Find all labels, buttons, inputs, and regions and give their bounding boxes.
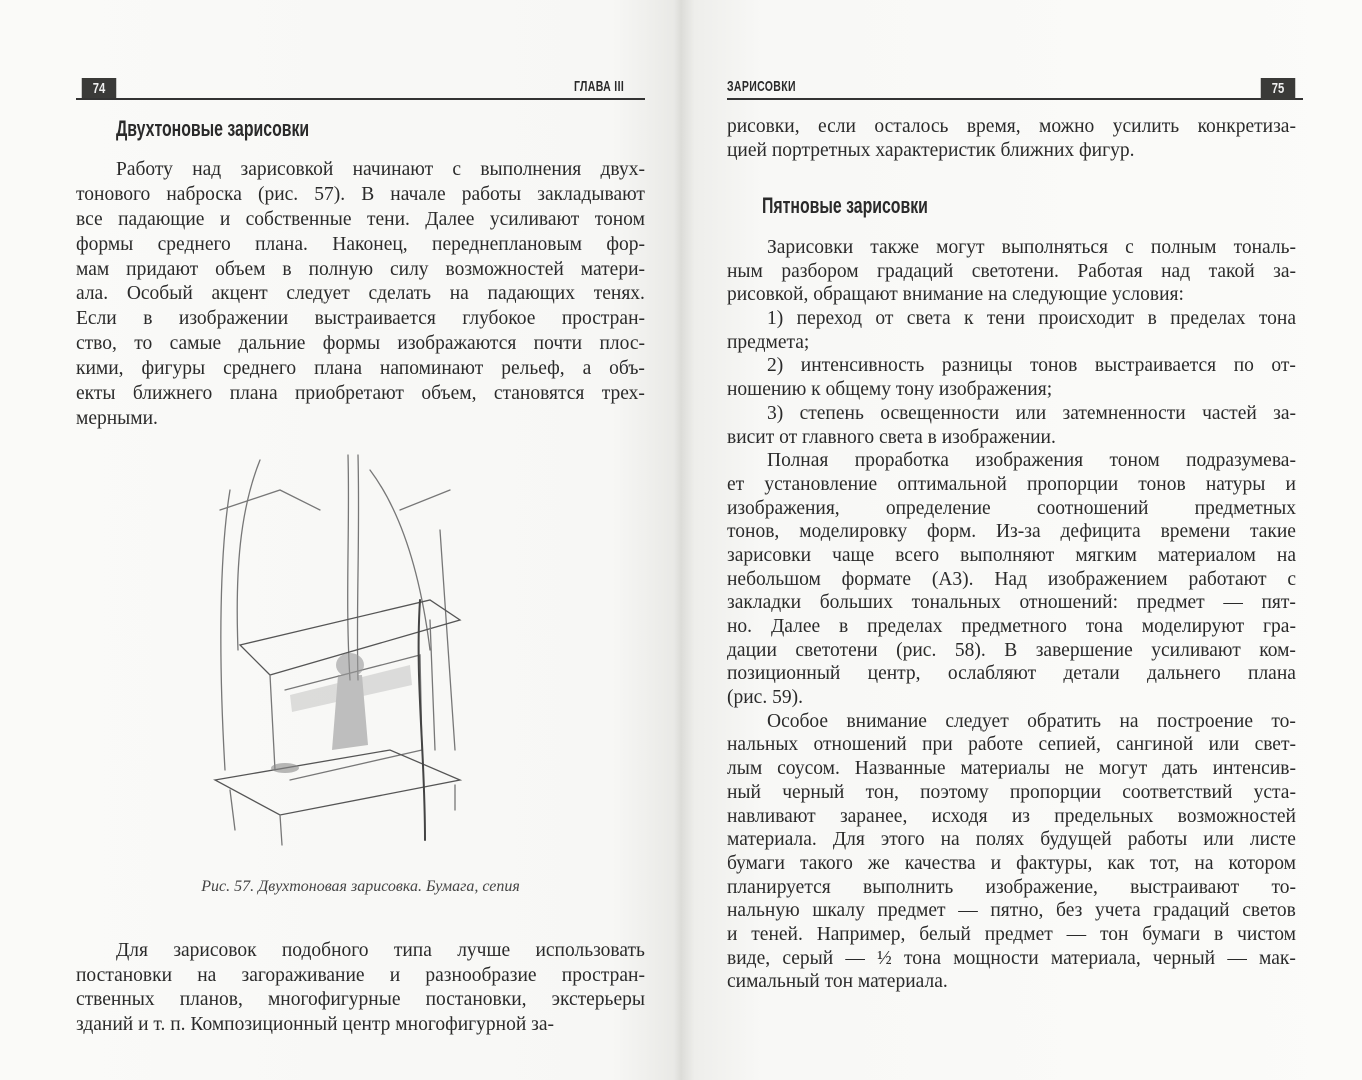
text-line: зарисовки чаще всего выполняют мягким материалом на	[727, 544, 1296, 566]
text-line: 3) степень освещенности или затемненности частей за-	[767, 402, 1296, 424]
text-line: но. Далее в пределах предметного тона моделируют гра-	[727, 616, 1296, 637]
text-line: рисовки, если осталось время, можно усилить конкретиза-	[727, 116, 1296, 137]
text-line: екты ближнего плана приобретают объем, становятся трех-	[76, 383, 645, 405]
text-line: материала. Для этого на полях будущей работы или листе	[727, 829, 1296, 851]
running-head-left: ГЛАВА III	[574, 78, 625, 95]
text-line: 1) переход от света к тени происходит в пределах тона	[767, 308, 1296, 330]
text-line: ала. Особый акцент следует сделать на падающих тенях.	[76, 283, 645, 305]
section-heading-spot: Пятновые зарисовки	[762, 193, 928, 218]
text-line: ство, то самые дальние формы изображаются почти плос-	[76, 333, 645, 355]
text-line: закладки больших тональных отношений: предмет — пят-	[727, 592, 1296, 614]
text-line: предмета;	[727, 331, 810, 353]
text-line: ным разбором градаций светотени. Работая над такой за-	[727, 260, 1296, 282]
header-rule-right	[727, 98, 1303, 100]
text-line: позиционный центр, ослабляют детали дальнего плана	[727, 663, 1296, 685]
section-heading-two-tone: Двухтоновые зарисовки	[116, 116, 310, 141]
text-line: небольшом формате (А3). Над изображением работают с	[727, 568, 1296, 590]
text-line: Полная проработка изображения тоном подразумева-	[767, 450, 1296, 472]
figure-caption: Рис. 57. Двухтоновая зарисовка. Бумага, сепия	[201, 878, 520, 895]
text-line: навливают заранее, исходя из предельных возможностей	[727, 805, 1296, 827]
text-line: Особое внимание следует обратить на построение то-	[767, 710, 1296, 732]
text-line: ношению к общему тону изображения;	[727, 379, 1053, 401]
text-line: ный черный тон, поэтому пропорции соответствий уста-	[727, 781, 1296, 803]
text-line: мерными.	[76, 407, 158, 429]
text-line: 2) интенсивность разницы тонов выстраивается по от-	[767, 355, 1296, 377]
text-line: кими, фигуры среднего плана напоминают рельеф, а объ-	[76, 358, 645, 380]
text-line: (рис. 59).	[727, 687, 803, 709]
text-line: тонов, моделировку форм. Из-за дефицита времени такие	[727, 521, 1296, 543]
text-line: дации светотени (рис. 58). В завершение усиливают ком-	[727, 639, 1296, 661]
text-line: симальный тон материала.	[727, 971, 948, 993]
text-line: Зарисовки также могут выполняться с полным тональ-	[767, 237, 1296, 258]
text-line: лым соусом. Названные материалы не могут дать интенсив-	[727, 758, 1296, 780]
figure-57-sketch	[200, 450, 480, 850]
text-line: рисовкой, обращают внимание на следующие условия:	[727, 284, 1184, 306]
text-line: тонового наброска (рис. 57). В начале работы закладывают	[76, 183, 645, 205]
text-line: Для зарисовок подобного типа лучше использовать	[116, 940, 645, 961]
text-line: и теней. Например, белый предмет — тон бумаги в чистом	[727, 923, 1296, 945]
text-line: виде, серый — ½ тона мощности материала, черный — мак-	[727, 947, 1296, 969]
text-line: ственных планов, многофигурные постановки, экстерьеры	[76, 989, 645, 1010]
header-rule-left	[76, 98, 645, 100]
text-line: мам придают объем в полную силу возможностей матери-	[76, 258, 645, 280]
text-line: постановки на загораживание и разнообразие простран-	[76, 964, 645, 986]
text-line: Работу над зарисовкой начинают с выполнения двух-	[116, 159, 645, 180]
text-line: висит от главного света в изображении.	[727, 426, 1056, 448]
text-line: все падающие и собственные тени. Далее усиливают тоном	[76, 208, 645, 230]
text-line: изображения, определение соотношений предметных	[727, 497, 1296, 519]
right-continuation-text	[727, 115, 1296, 162]
running-head-right: ЗАРИСОВКИ	[727, 78, 796, 95]
text-line: бумаги такого же качества и фактуры, как тот, на котором	[727, 852, 1296, 874]
text-line: нальную шкалу предмет — пятно, без учета градаций светов	[727, 900, 1296, 922]
text-line: нальных отношений при работе сепией, сангиной или свет-	[727, 734, 1296, 756]
page-number-right: 75	[1261, 78, 1296, 100]
page-number-left: 74	[82, 78, 117, 100]
text-line: формы среднего плана. Наконец, переднеплановым фор-	[76, 233, 645, 255]
text-line: зданий и т. п. Композиционный центр многофигурной за-	[76, 1013, 555, 1035]
right-text-block	[727, 236, 1296, 994]
left-text-block-1	[76, 158, 645, 432]
text-line: ет установление оптимальной пропорции тонов натуры и	[727, 473, 1296, 495]
text-line: планируется выполнить изображение, выстраивают то-	[727, 876, 1296, 898]
text-line: Если в изображении выстраивается глубокое простран-	[76, 308, 645, 330]
left-text-block-2	[76, 939, 645, 1037]
text-line: цией портретных характеристик ближних фигур.	[727, 139, 1135, 161]
